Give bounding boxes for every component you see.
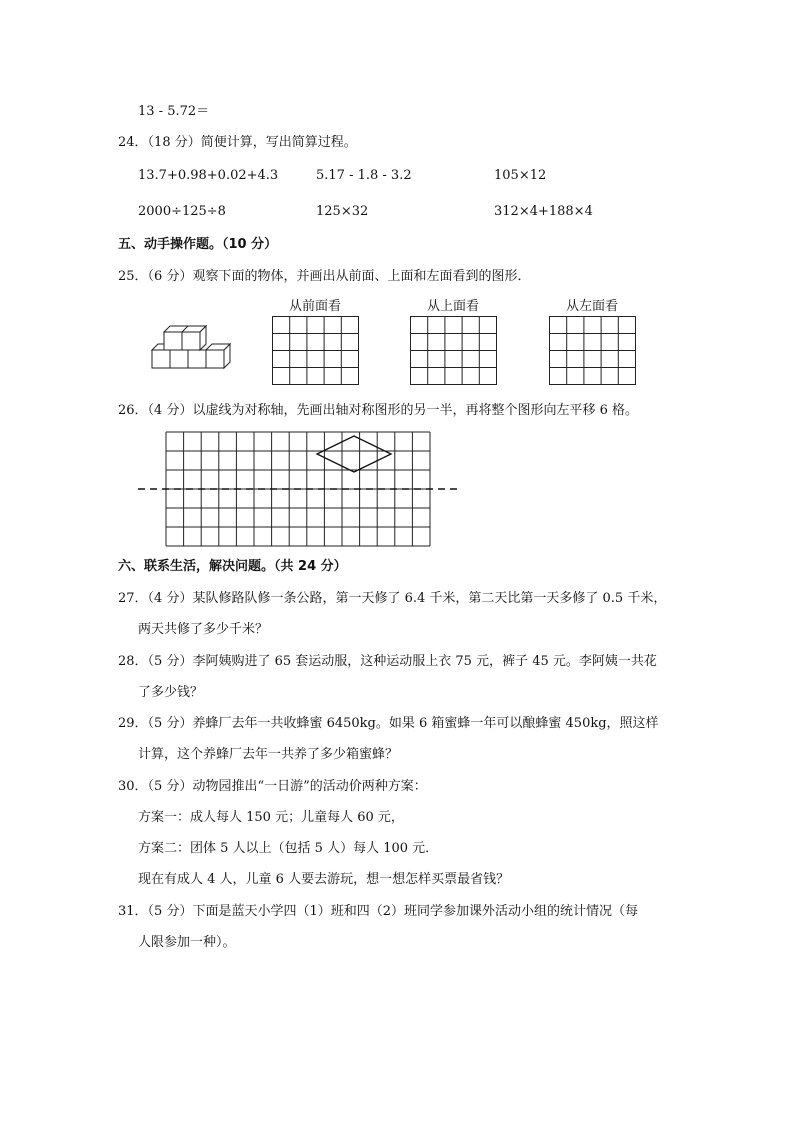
q24-expr-2: 5.17 - 1.8 - 3.2 bbox=[316, 168, 412, 183]
q29-line1: 29．（5 分）养蜂厂去年一共收蜂蜜 6450kg。如果 6 箱蜜蜂一年可以酿蜂蜜 450kg，照这样 bbox=[118, 716, 659, 731]
q24-expr-5: 125×32 bbox=[316, 204, 369, 219]
q31-line2: 人限参加一种）。 bbox=[138, 935, 236, 950]
section5-heading: 五、动手操作题。（10 分） bbox=[118, 237, 278, 252]
q30-line1: 30．（5 分）动物园推出“一日游”的活动价两种方案： bbox=[118, 779, 427, 794]
symmetry-grid[interactable] bbox=[138, 431, 462, 547]
grid-left-view[interactable] bbox=[549, 316, 636, 386]
q30-plan2: 方案二：团体 5 人以上（包括 5 人）每人 100 元． bbox=[138, 841, 439, 856]
q24-title: 24．（18 分）简便计算，写出简算过程。 bbox=[118, 135, 357, 150]
grid-front-view[interactable] bbox=[272, 316, 359, 386]
q24-expr-4: 2000÷125÷8 bbox=[138, 204, 226, 219]
grid-caption-front: 从前面看 bbox=[288, 299, 341, 314]
q25-title: 25．（6 分）观察下面的物体，并画出从前面、上面和左面看到的图形． bbox=[118, 269, 531, 284]
cube-figure bbox=[150, 322, 240, 374]
q24-expr-3: 105×12 bbox=[494, 168, 547, 183]
q27-line2: 两天共修了多少千米？ bbox=[138, 622, 269, 637]
grid-caption-left: 从左面看 bbox=[565, 299, 618, 314]
q23-expression: 13 - 5.72＝ bbox=[138, 104, 210, 119]
rhombus-half-figure bbox=[317, 436, 391, 472]
q28-line2: 了多少钱？ bbox=[138, 685, 204, 700]
q29-line2: 计算，这个养蜂厂去年一共养了多少箱蜜蜂？ bbox=[138, 747, 399, 762]
q30-line4: 现在有成人 4 人，儿童 6 人要去游玩，想一想怎样买票最省钱？ bbox=[138, 872, 510, 887]
grid-caption-top: 从上面看 bbox=[426, 299, 479, 314]
q27-line1: 27．（4 分）某队修路队修一条公路，第一天修了 6.4 千米，第二天比第一天多修了 0.5 千米， bbox=[118, 591, 667, 606]
q24-expr-6: 312×4+188×4 bbox=[494, 204, 593, 219]
q24-expr-1: 13.7+0.98+0.02+4.3 bbox=[138, 168, 279, 183]
q30-plan1: 方案一：成人每人 150 元；儿童每人 60 元， bbox=[138, 810, 404, 825]
q26-title: 26．（4 分）以虚线为对称轴，先画出轴对称图形的另一半，再将整个图形向左平移 6 格。 bbox=[118, 403, 638, 418]
section6-heading: 六、联系生活，解决问题。（共 24 分） bbox=[118, 559, 347, 574]
q31-line1: 31．（5 分）下面是蓝天小学四（1）班和四（2）班同学参加课外活动小组的统计情况（每 bbox=[118, 904, 638, 919]
q28-line1: 28．（5 分）李阿姨购进了 65 套运动服，这种运动服上衣 75 元，裤子 45 元。李阿姨一共花 bbox=[118, 654, 657, 669]
grid-top-view[interactable] bbox=[410, 316, 497, 386]
